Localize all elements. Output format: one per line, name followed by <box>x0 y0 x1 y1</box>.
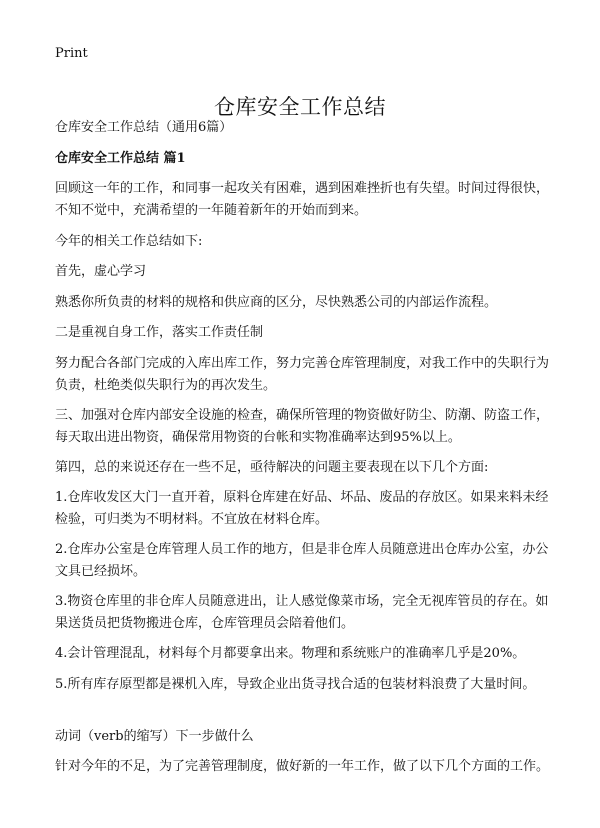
document-title: 仓库安全工作总结 <box>214 95 386 120</box>
paragraph-next-steps-heading: 动词（verb的缩写）下一步做什么 <box>55 729 254 744</box>
paragraph-summary-intro: 今年的相关工作总结如下: <box>55 234 203 249</box>
paragraph-next-steps: 针对今年的不足，为了完善管理制度，做好新的一年工作，做了以下几个方面的工作。 <box>55 759 550 774</box>
print-link[interactable]: Print <box>55 46 88 61</box>
paragraph-cooperation: 努力配合各部门完成的入库出库工作，努力完善仓库管理制度，对我工作中的失职行为负责，杜绝类似失职行为的再次发生。 <box>55 356 550 393</box>
list-item-1: 1.仓库收发区大门一直开着，原料仓库建在好品、坏品、废品的存放区。如果来料未经检验，可归类为不明材料。不宜放在材料仓库。 <box>55 490 549 527</box>
paragraph-familiarize: 熟悉你所负责的材料的规格和供应商的区分，尽快熟悉公司的内部运作流程。 <box>55 295 498 310</box>
list-item-3: 3.物资仓库里的非仓库人员随意进出，让人感觉像菜市场，完全无视库管员的存在。如果送货员把货物搬进仓库，仓库管理员会陪着他们。 <box>55 594 549 631</box>
paragraph-point-fourth: 第四，总的来说还存在一些不足，亟待解决的问题主要表现在以下几个方面: <box>55 460 489 475</box>
section-heading: 仓库安全工作总结 篇1 <box>55 151 186 166</box>
paragraph-review: 回顾这一年的工作，和同事一起攻关有困难，遇到困难挫折也有失望。时间过得很快，不知不觉中，充满希望的一年随着新年的开始而到来。 <box>55 181 550 218</box>
list-item-5: 5.所有库存原型都是裸机入库，导致企业出货寻找合适的包装材料浪费了大量时间。 <box>55 677 536 692</box>
paragraph-point-third: 三、加强对仓库内部安全设施的检查，确保所管理的物资做好防尘、防潮、防盗工作，每天取出进出物资，确保常用物资的台帐和实物准确率达到95%以上。 <box>55 408 550 445</box>
list-item-4: 4.会计管理混乱，材料每个月都要拿出来。物理和系统账户的准确率几乎是20%。 <box>55 646 526 661</box>
paragraph-point-first: 首先，虚心学习 <box>55 264 147 279</box>
document-subtitle: 仓库安全工作总结（通用6篇） <box>55 120 233 135</box>
list-item-2: 2.仓库办公室是仓库管理人员工作的地方，但是非仓库人员随意进出仓库办公室，办公文具已经损坏。 <box>55 542 549 579</box>
paragraph-point-second: 二是重视自身工作，落实工作责任制 <box>55 325 264 340</box>
